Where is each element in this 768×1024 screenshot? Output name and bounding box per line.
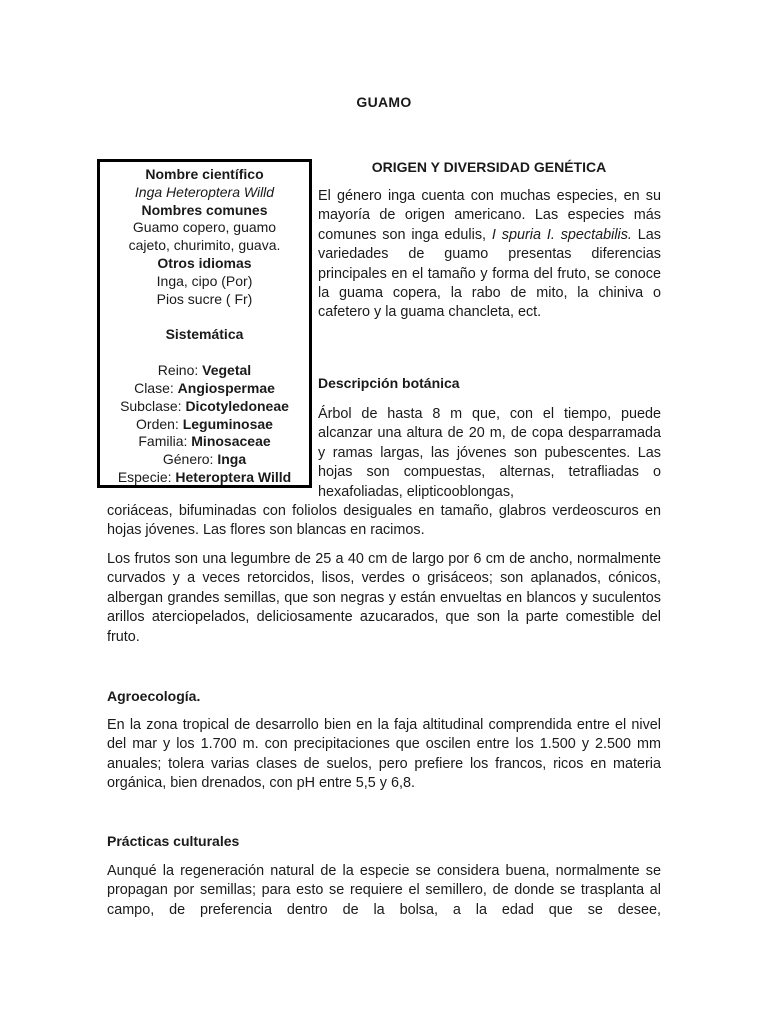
taxonomy-value: Dicotyledoneae: [185, 397, 289, 414]
other-languages-label: Otros idiomas: [157, 254, 252, 271]
taxonomy-label: Subclase:: [120, 397, 186, 414]
taxonomy-label: Reino:: [157, 362, 203, 379]
agroecology-heading: Agroecología.: [107, 688, 201, 704]
origin-heading: ORIGEN Y DIVERSIDAD GENÉTICA: [371, 159, 607, 175]
page-title: GUAMO: [356, 94, 412, 110]
agroecology-paragraph: En la zona tropical de desarrollo bien en la faja altitudinal comprendida entre el nivel del mar y los 1.700 m. con precipitaciones que oscilen entre los 1.500 y 2.500 mm anuales; tolera varias clases de suelos, pero prefiere los francos, ricos en materia orgánica, bien drenados, con pH entre 5,5 y 6,8.: [107, 717, 661, 792]
taxonomy-value: Minosaceae: [191, 433, 271, 450]
taxonomy-row-clase: [100, 380, 309, 398]
origin-paragraph: [318, 187, 661, 323]
taxonomy-value: Heteroptera Willd: [175, 468, 292, 485]
taxonomy-value: Inga: [217, 451, 247, 468]
taxonomy-value: Vegetal: [202, 362, 252, 379]
taxonomy-value: Leguminosae: [182, 415, 273, 432]
cultural-practices-heading: Prácticas culturales: [107, 833, 240, 849]
origin-species-names: I spuria I. spectabilis.: [491, 226, 632, 243]
taxonomy-row-reino: [100, 362, 309, 380]
taxonomy-row-orden: [100, 416, 309, 434]
other-languages-line-1: Inga, cipo (Por): [156, 272, 253, 289]
species-info-box: [97, 159, 312, 488]
description-paragraph-part-1: Árbol de hasta 8 m que, con el tiempo, puede alcanzar una altura de 20 m, de copa desparramada y ramas largas, las jóvenes son pubescentes. Las hojas son compuestas, alternas, tetrafliadas o hexafoliadas, elipticooblongas,: [318, 406, 661, 500]
scientific-name: Inga Heteroptera Willd: [134, 183, 275, 200]
taxonomy-label: Especie:: [117, 468, 176, 485]
other-languages-line-2: Pios sucre ( Fr): [156, 290, 253, 307]
taxonomy-label: Familia:: [138, 433, 192, 450]
taxonomy-row-especie: [100, 469, 309, 487]
taxonomy-label: Clase:: [134, 379, 178, 396]
description-paragraph-part-2: coriáceas, bifuminadas con foliolos desiguales en tamaño, glabros verdeoscuros en hojas jóvenes. Las flores son blancas en racimos.: [107, 503, 661, 539]
taxonomy-row-genero: [100, 451, 309, 469]
taxonomy-row-subclase: [100, 398, 309, 416]
origin-text-part-1: El género inga cuenta con muchas especies, en su mayoría de origen americano. Las especies más comunes son inga edulis,: [318, 188, 661, 243]
fruits-paragraph: Los frutos son una legumbre de 25 a 40 cm de largo por 6 cm de ancho, normalmente curvados y a veces retorcidos, lisos, verdes o grisáceos; son aplanados, cónicos, albergan grandes semillas, que son negras y están envueltas en blancos y suculentos arillos aterciopelados, deliciosamente azucarados, que son la parte comestible del fruto.: [107, 551, 661, 645]
taxonomy-label: Orden:: [136, 415, 183, 432]
description-heading: Descripción botánica: [318, 375, 460, 391]
taxonomy-label: Género:: [162, 451, 218, 468]
taxonomy-row-familia: [100, 433, 309, 451]
scientific-name-label: Nombre científico: [145, 166, 264, 182]
origin-text-part-2: Las variedades de guamo presentas diferencias principales en el tamaño y forma del fruto, se conoce la guama copera, la rabo de mito, la chiniva o cafetero y la guama chancleta, ect.: [318, 226, 661, 321]
taxonomy-value: Angiospermae: [177, 379, 275, 396]
common-names-label: Nombres comunes: [141, 201, 268, 218]
common-names-line-1: Guamo copero, guamo: [132, 219, 277, 236]
systematics-label: Sistemática: [165, 326, 244, 343]
cultural-practices-paragraph: Aunqué la regeneración natural de la especie se considera buena, normalmente se propagan por semillas; para esto se requiere el semillero, de donde se trasplanta al campo, de preferencia dentro de la bolsa, a la edad que se desee,: [107, 863, 661, 918]
common-names-line-2: cajeto, churimito, guava.: [128, 237, 281, 254]
